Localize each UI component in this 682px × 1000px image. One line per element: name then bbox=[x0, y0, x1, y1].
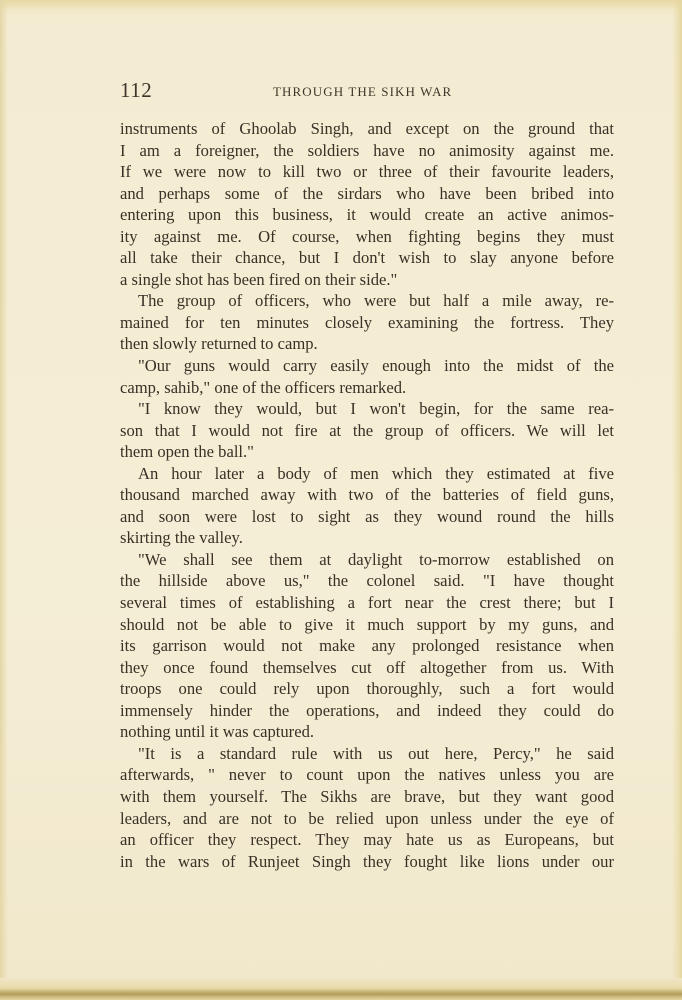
page-top-edge bbox=[0, 0, 682, 10]
text-line: "We shall see them at daylight to-morrow established on bbox=[138, 549, 614, 569]
text-line: all take their chance, but I don't wish to slay anyone before bbox=[120, 248, 614, 268]
text-line: an officer they respect. They may hate us as Europeans, but bbox=[120, 830, 614, 850]
text-line: then slowly returned to camp. bbox=[120, 334, 318, 354]
text-line: ity against me. Of course, when fighting begins they must bbox=[120, 226, 614, 246]
page-right-edge bbox=[672, 0, 682, 1000]
text-line: skirting the valley. bbox=[120, 528, 243, 548]
text-line: nothing until it was captured. bbox=[120, 722, 315, 742]
page-header bbox=[120, 78, 614, 104]
text-line: "It is a standard rule with us out here, Percy," he said bbox=[138, 743, 614, 763]
text-line: a single shot has been fired on their side." bbox=[120, 269, 398, 289]
text-line: I am a foreigner, the soldiers have no animosity against me. bbox=[120, 140, 614, 160]
text-line: camp, sahib," one of the officers remarked. bbox=[120, 377, 407, 397]
text-line: son that I would not fire at the group of officers. We will let bbox=[120, 420, 614, 440]
text-line: several times of establishing a fort near the crest there; but I bbox=[120, 593, 614, 613]
text-line: "I know they would, but I won't begin, for the same rea- bbox=[138, 399, 614, 419]
text-line: the hillside above us," the colonel said. "I have thought bbox=[120, 571, 614, 591]
text-line: immensely hinder the operations, and indeed they could do bbox=[120, 700, 614, 720]
text-line: instruments of Ghoolab Singh, and except on the ground that bbox=[120, 119, 614, 138]
text-line: and perhaps some of the sirdars who have been bribed into bbox=[120, 183, 614, 203]
text-line: with them yourself. The Sikhs are brave, but they want good bbox=[120, 786, 614, 806]
text-line: thousand marched away with two of the batteries of field guns, bbox=[120, 485, 614, 505]
running-head: THROUGH THE SIKH WAR bbox=[273, 84, 453, 99]
text-line: and soon were lost to sight as they wound round the hills bbox=[120, 506, 614, 526]
text-line: its garrison would not make any prolonged resistance when bbox=[120, 636, 614, 656]
page-bottom-edge bbox=[0, 978, 682, 1000]
text-line: mained for ten minutes closely examining the fortress. They bbox=[120, 312, 614, 332]
text-line: troops one could rely upon thoroughly, such a fort would bbox=[120, 679, 614, 699]
text-line: entering upon this business, it would create an active animos- bbox=[120, 205, 614, 225]
text-line: The group of officers, who were but half a mile away, re- bbox=[138, 291, 614, 311]
page-number: 112 bbox=[120, 78, 153, 102]
text-line: should not be able to give it much support by my guns, and bbox=[120, 614, 614, 634]
text-line: An hour later a body of men which they estimated at five bbox=[138, 463, 614, 483]
page-spine-shadow bbox=[0, 0, 8, 1000]
text-line: them open the ball." bbox=[120, 442, 254, 462]
text-line: they once found themselves cut off altogether from us. With bbox=[120, 657, 614, 677]
text-line: leaders, and are not to be relied upon unless under the eye of bbox=[120, 808, 614, 828]
text-line: afterwards, " never to count upon the natives unless you are bbox=[120, 765, 614, 785]
body-text bbox=[120, 118, 614, 872]
text-line: in the wars of Runjeet Singh they fought like lions under our bbox=[120, 851, 614, 871]
text-line: "Our guns would carry easily enough into the midst of the bbox=[138, 356, 614, 376]
text-line: If we were now to kill two or three of their favourite leaders, bbox=[120, 162, 614, 182]
